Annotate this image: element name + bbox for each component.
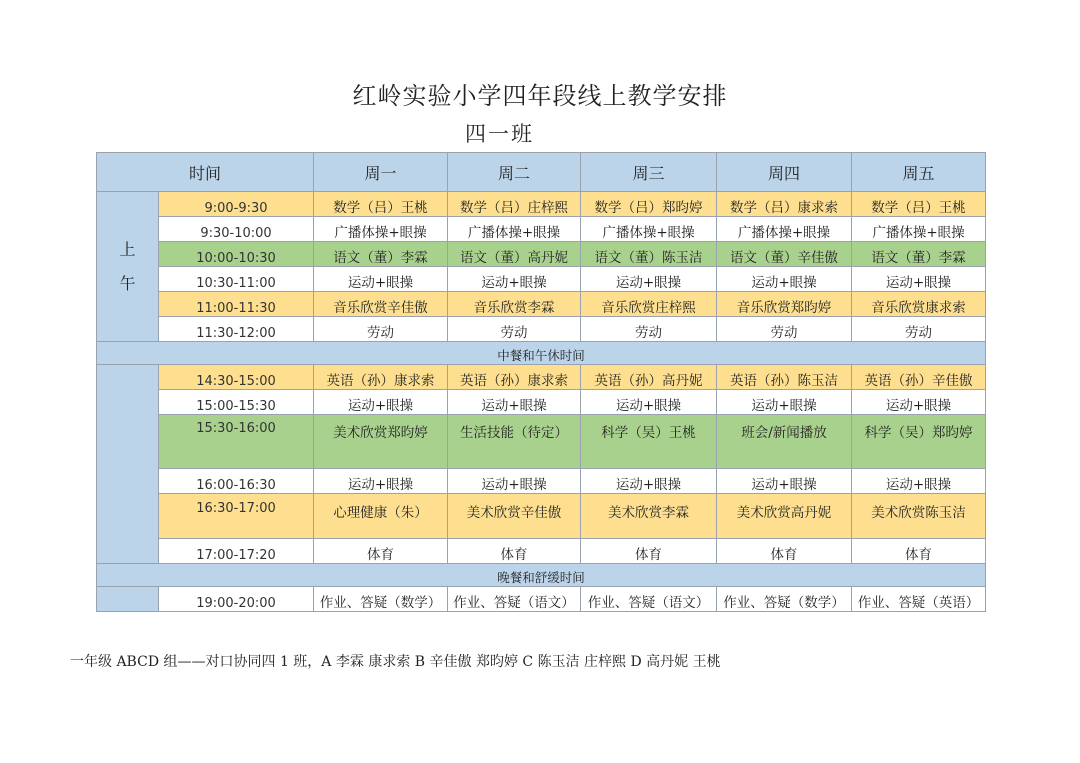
lesson-cell: 语文（董）辛佳傲: [717, 242, 852, 267]
lesson-cell: 运动+眼操: [717, 390, 852, 415]
lesson-cell: 作业、答疑（语文）: [448, 587, 581, 612]
period-morning: 上 午: [97, 192, 159, 342]
table-row: [97, 267, 986, 292]
lesson-cell: 作业、答疑（英语）: [852, 587, 986, 612]
lesson-cell: 音乐欣赏郑昀婷: [717, 292, 852, 317]
header-row: [97, 153, 986, 192]
time-cell: 19:00-20:00: [159, 587, 314, 612]
header-day: 周二: [448, 153, 581, 192]
header-day: 周三: [581, 153, 717, 192]
lesson-cell: 音乐欣赏李霖: [448, 292, 581, 317]
lesson-cell: 美术欣赏郑昀婷: [314, 415, 448, 469]
lesson-cell: 数学（吕）王桃: [314, 192, 448, 217]
lesson-cell: 体育: [717, 539, 852, 564]
lesson-cell: 运动+眼操: [717, 267, 852, 292]
time-cell: 15:00-15:30: [159, 390, 314, 415]
time-cell: 15:30-16:00: [159, 415, 314, 469]
lesson-cell: 作业、答疑（数学）: [717, 587, 852, 612]
lesson-cell: 运动+眼操: [581, 469, 717, 494]
lesson-cell: 英语（孙）康求索: [448, 365, 581, 390]
dinner-band-row: [97, 564, 986, 587]
lesson-cell: 数学（吕）庄梓熙: [448, 192, 581, 217]
time-cell: 11:30-12:00: [159, 317, 314, 342]
lesson-cell: 运动+眼操: [717, 469, 852, 494]
table-row: [97, 217, 986, 242]
lesson-cell: 生活技能（待定）: [448, 415, 581, 469]
header-day: 周四: [717, 153, 852, 192]
lesson-cell: 作业、答疑（语文）: [581, 587, 717, 612]
lesson-cell: 运动+眼操: [852, 469, 986, 494]
lesson-cell: 劳动: [448, 317, 581, 342]
lesson-cell: 音乐欣赏康求索: [852, 292, 986, 317]
lesson-cell: 劳动: [852, 317, 986, 342]
period-afternoon: [97, 365, 159, 564]
lesson-cell: 体育: [852, 539, 986, 564]
lesson-cell: 运动+眼操: [314, 267, 448, 292]
lesson-cell: 体育: [581, 539, 717, 564]
dinner-band: 晚餐和舒缓时间: [97, 564, 986, 587]
lesson-cell: 运动+眼操: [314, 469, 448, 494]
time-cell: 9:00-9:30: [159, 192, 314, 217]
table-row: [97, 539, 986, 564]
page-title: 红岭实验小学四年段线上教学安排: [352, 82, 728, 110]
time-cell: 10:00-10:30: [159, 242, 314, 267]
lesson-cell: 运动+眼操: [852, 267, 986, 292]
lesson-cell: 语文（董）李霖: [314, 242, 448, 267]
lesson-cell: 劳动: [581, 317, 717, 342]
table-row: [97, 292, 986, 317]
table-row: [97, 390, 986, 415]
lesson-cell: 广播体操+眼操: [314, 217, 448, 242]
lesson-cell: 美术欣赏陈玉洁: [852, 494, 986, 539]
lesson-cell: 作业、答疑（数学）: [314, 587, 448, 612]
time-cell: 9:30-10:00: [159, 217, 314, 242]
table-row: [97, 317, 986, 342]
lesson-cell: 心理健康（朱）: [314, 494, 448, 539]
lesson-cell: 音乐欣赏庄梓熙: [581, 292, 717, 317]
lunch-band: 中餐和午休时间: [97, 342, 986, 365]
lesson-cell: 语文（董）陈玉洁: [581, 242, 717, 267]
table-row: [97, 587, 986, 612]
table-row: [97, 494, 986, 539]
lesson-cell: 运动+眼操: [852, 390, 986, 415]
lesson-cell: 广播体操+眼操: [581, 217, 717, 242]
lesson-cell: 数学（吕）康求索: [717, 192, 852, 217]
table-row: [97, 242, 986, 267]
period-evening: [97, 587, 159, 612]
lesson-cell: 劳动: [717, 317, 852, 342]
time-cell: 14:30-15:00: [159, 365, 314, 390]
lesson-cell: 广播体操+眼操: [852, 217, 986, 242]
lesson-cell: 美术欣赏辛佳傲: [448, 494, 581, 539]
lesson-cell: 班会/新闻播放: [717, 415, 852, 469]
time-cell: 16:30-17:00: [159, 494, 314, 539]
lesson-cell: 劳动: [314, 317, 448, 342]
lesson-cell: 语文（董）李霖: [852, 242, 986, 267]
lunch-band-row: [97, 342, 986, 365]
lesson-cell: 英语（孙）高丹妮: [581, 365, 717, 390]
time-cell: 16:00-16:30: [159, 469, 314, 494]
lesson-cell: 英语（孙）辛佳傲: [852, 365, 986, 390]
table-row: [97, 415, 986, 469]
table-row: [97, 365, 986, 390]
lesson-cell: 语文（董）高丹妮: [448, 242, 581, 267]
lesson-cell: 美术欣赏李霖: [581, 494, 717, 539]
time-cell: 10:30-11:00: [159, 267, 314, 292]
lesson-cell: 体育: [448, 539, 581, 564]
lesson-cell: 美术欣赏高丹妮: [717, 494, 852, 539]
lesson-cell: 英语（孙）陈玉洁: [717, 365, 852, 390]
lesson-cell: 广播体操+眼操: [448, 217, 581, 242]
lesson-cell: 运动+眼操: [448, 390, 581, 415]
lesson-cell: 运动+眼操: [581, 390, 717, 415]
lesson-cell: 运动+眼操: [314, 390, 448, 415]
header-time: 时间: [97, 153, 314, 192]
lesson-cell: 科学（吴）王桃: [581, 415, 717, 469]
lesson-cell: 运动+眼操: [448, 469, 581, 494]
lesson-cell: 广播体操+眼操: [717, 217, 852, 242]
lesson-cell: 科学（吴）郑昀婷: [852, 415, 986, 469]
lesson-cell: 运动+眼操: [448, 267, 581, 292]
time-cell: 11:00-11:30: [159, 292, 314, 317]
class-name: 四一班: [465, 122, 534, 146]
footnote: 一年级 ABCD 组——对口协同四 1 班，A 李霖 康求索 B 辛佳傲 郑昀婷 C 陈玉洁 庄梓熙 D 高丹妮 王桃: [70, 654, 721, 670]
lesson-cell: 数学（吕）王桃: [852, 192, 986, 217]
lesson-cell: 体育: [314, 539, 448, 564]
schedule-table: [96, 152, 986, 612]
time-cell: 17:00-17:20: [159, 539, 314, 564]
lesson-cell: 英语（孙）康求索: [314, 365, 448, 390]
lesson-cell: 运动+眼操: [581, 267, 717, 292]
header-day: 周五: [852, 153, 986, 192]
header-day: 周一: [314, 153, 448, 192]
table-row: [97, 192, 986, 217]
lesson-cell: 数学（吕）郑昀婷: [581, 192, 717, 217]
lesson-cell: 音乐欣赏辛佳傲: [314, 292, 448, 317]
table-row: [97, 469, 986, 494]
